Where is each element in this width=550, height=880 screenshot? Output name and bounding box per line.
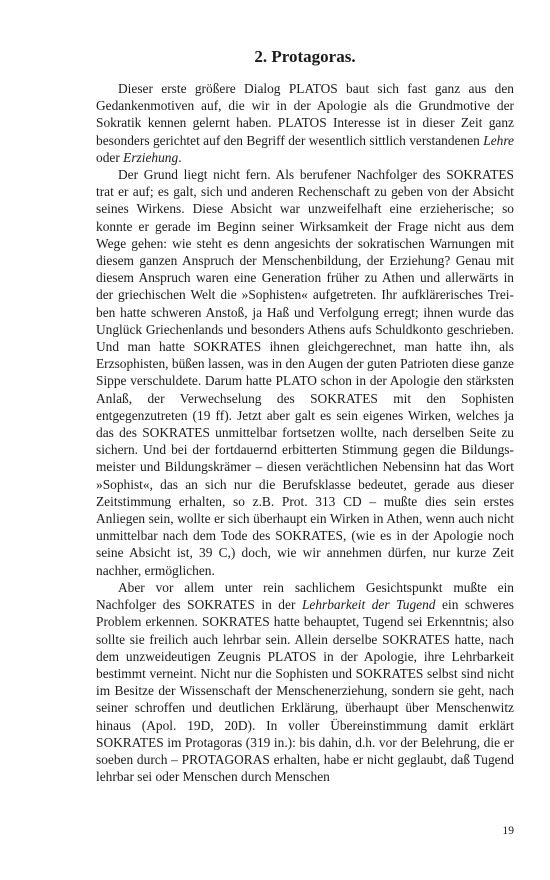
paragraph-2: [96, 166, 514, 579]
text-segment: oder: [96, 149, 124, 165]
text-segment: .: [178, 149, 182, 165]
text-segment: Dieser erste größere Dialog PLATOS baut sich fast ganz aus den Gedankenmotiven auf, die wir in der Apologie als die Grundmotive der Sokratik kennen gelernt haben. PLATOS Interesse ist in dieser Zeit ganz besonders gerichtet auf den Begriff der wesentlich sittlich verstandenen: [96, 81, 514, 148]
paragraph-1: [96, 80, 514, 166]
text-segment: Der Grund liegt nicht fern. Als berufener Nachfolger des SOKRATES trat er auf; es galt, sich und anderen Rechenschaft zu geben von der Absicht seines Wirkens. Diese Absicht war unzweifelhaft eine erzieherische; so konnte er gerade im Beginn seiner Wirksamkeit der Frage nicht aus dem Wege gehen: wie steht es denn angesichts der sokratischen Warnungen mit diesem ganzen Anspruch der Menschenbildung, der Erziehung? Genau mit diesem Anspruch waren eine Generation früher zu Athen und allerwärts in der griechischen Welt die »Sophisten« aufgetreten. Ihr aufklärerisches Treiben hatte schweren Anstoß, ja Haß und Verfolgung erregt; ihnen wurde das Unglück Griechenlands und besonders Athens aufs Schuldkonto geschrieben. Und man hatte SOKRATES ihnen gleichgerechnet, man hatte ihn, als Erzsophisten, büßen lassen, was in den Augen der guten Patrioten diese ganze Sippe verschuldete. Darum hatte PLATO schon in der Apologie den stärksten Anlaß, der Verwechselung des SOKRATES mit den Sophisten entgegenzutreten (19 ff). Jetzt aber galt es sein eigenes Wirken, welches ja das des SOKRATES unmittelbar fortsetzen wollte, nach derselben Seite zu sichern. Und bei der fortdauernd erbitterten Stimmung gegen die Bildungsmeister und Bildungskrämer – diesen verächtlichen Nebensinn hat das Wort »Sophist«, das an sich nur die Berufsklasse bedeutet, gerade aus dieser Zeitstimmung erhalten, so z.B. Prot. 313 CD – mußte dies sein erstes Anliegen sein, wollte er sich überhaupt ein Wirken in Athen, wenn auch nicht unmittelbar nach dem Tode des SOKRATES, (wie es in der Apologie noch seine Absicht ist, 39 C,) doch, wie wir annehmen dürfen, nur kurze Zeit nachher, ermöglichen.: [96, 167, 514, 578]
italic-term-erziehung: Erziehung: [123, 149, 179, 165]
book-page: [96, 46, 514, 785]
paragraph-3: [96, 579, 514, 785]
chapter-heading: 2. Protagoras.: [254, 47, 356, 66]
text-segment: Aber vor allem unter rein sachlichem Gesichtspunkt mußte ein Nachfolger des SOKRATES in der: [96, 579, 514, 613]
italic-term-lehrbarkeit: Lehrbarkeit der Tugend: [301, 597, 436, 613]
page-number: 19: [502, 825, 514, 837]
italic-term-lehre: Lehre: [483, 132, 514, 148]
text-segment: ein schweres Problem erkennen. SOKRATES hatte behauptet, Tugend sei Erkenntnis; also sollte sie freilich auch lehrbar sein. Allein derselbe SOKRATES hatte, nach dem unzweideutigen Zeugnis PLATOS in der Apologie, ihre Lehrbarkeit bestimmt verneint. Nicht nur die Sophisten und SOKRATES selbst sind nicht im Besitze der Wissenschaft der Menschenerziehung, sondern sie geht, nach seiner schroffen und deutlichen Erklärung, überhaupt über Menschenwitz hinaus (Apol. 19D, 20D). In voller Übereinstimmung damit erklärt SOKRATES im Protagoras (319 in.): bis dahin, d.h. vor der Belehrung, die er soeben durch – PROTAGORAS erhalten, habe er nicht geglaubt, daß Tugend lehrbar sei oder Menschen durch Menschen: [96, 597, 514, 785]
